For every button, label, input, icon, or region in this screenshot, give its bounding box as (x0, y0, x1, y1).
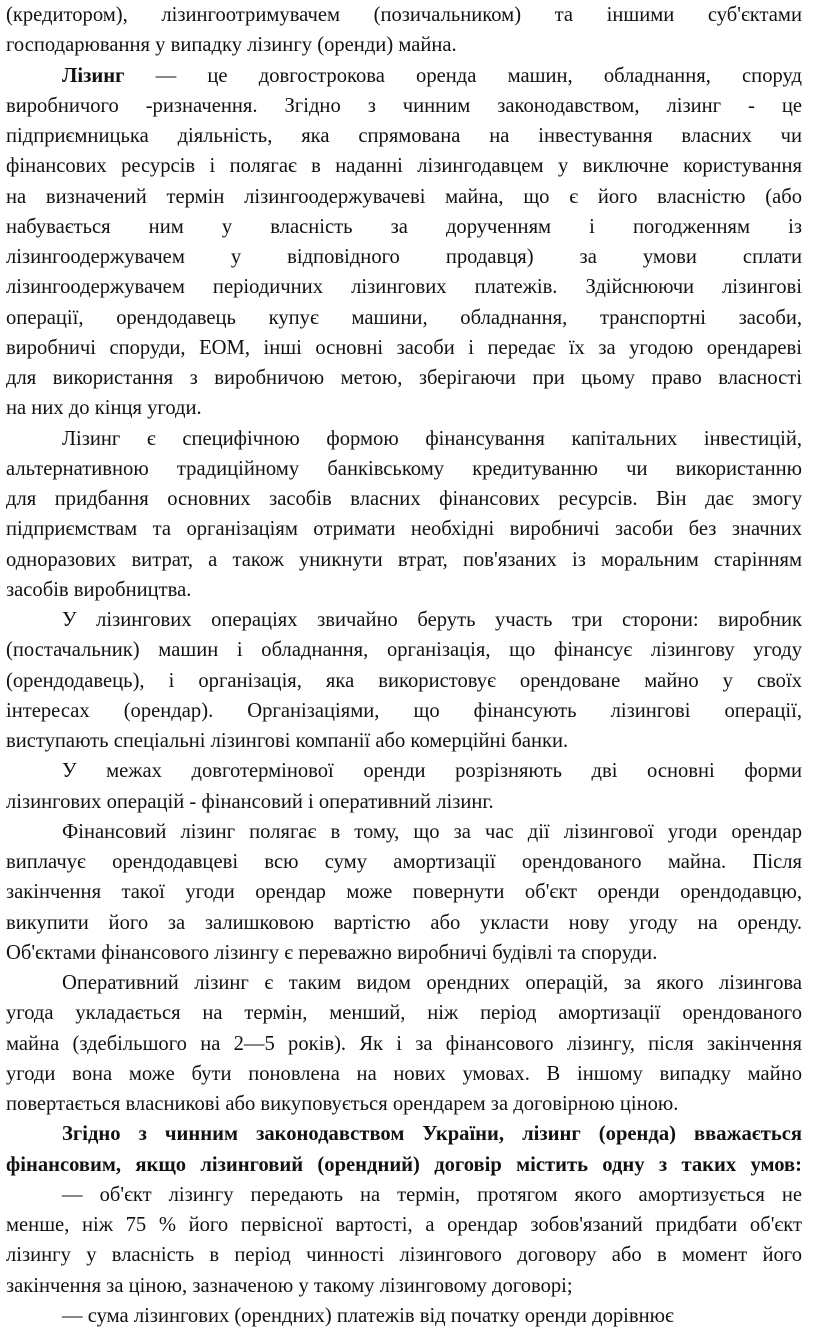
text-line: майна (здебільшого на 2—5 років). Як і за фінансового лізингу, після закінчення (6, 1032, 802, 1055)
text-line: підприємницька діяльність, яка спрямована на інвестування власних чи (6, 125, 802, 147)
text-line: викупити його за залишковою вартістю або укласти нову угоду на оренду. (6, 911, 802, 934)
text-line: лізингу у власність в період чинності лізингового договору або в момент його (6, 1244, 802, 1267)
definition-text: — це довгострокова оренда машин, обладнання, споруд (124, 64, 802, 87)
definition-line (6, 61, 802, 91)
text-line: повертається власникові або викуповується орендарем за договірною ціною. (6, 1093, 679, 1115)
text-line: одноразових витрат, а також уникнути втрат, пов'язаних із моральним старінням (6, 548, 802, 571)
text-line: лізингоодержувачем періодичних лізингових платежів. Здійснюючи лізингові (6, 276, 802, 299)
text-line: (орендодавець), і організація, яка використовує орендоване майно у своїх (6, 669, 802, 692)
list-item-line: — сума лізингових (орендних) платежів від початку оренди дорівнює (62, 1304, 674, 1327)
text-line: інтересах (орендар). Організаціями, що фінансують лізингові операції, (6, 699, 802, 722)
text-line: виплачує орендодавцеві всю суму амортизації орендованого майна. Після (6, 851, 802, 873)
text-line: виробничі споруди, ЕОМ, інші основні засоби і передає їх за угодою орендареві (6, 336, 802, 359)
text-line: альтернативною традиційному банківському кредитуванню чи використанню (6, 457, 802, 480)
text-line: (постачальник) машин і обладнання, організація, що фінансує лізингову угоду (6, 639, 802, 662)
text-line: угода укладається на термін, менший, ніж період амортизації орендованого (6, 1002, 802, 1025)
text-line: угоди вона може бути поновлена на нових умовах. В іншому випадку майно (6, 1062, 802, 1085)
term-lizynh: Лізинг (62, 64, 125, 87)
text-line: У межах довготермінової оренди розрізняють дві основні форми (62, 760, 802, 783)
text-line: фінансових ресурсів і полягає в наданні лізингодавцем у виключне користування (6, 155, 802, 178)
text-line: Лізинг є специфічною формою фінансування капітальних інвестицій, (62, 427, 802, 450)
text-line: У лізингових операціях звичайно беруть участь три сторони: виробник (62, 609, 802, 631)
text-line: засобів виробництва. (6, 578, 192, 601)
text-line: лізингових операцій - фінансовий і оперативний лізинг. (6, 790, 494, 813)
bold-heading-line: Згідно з чинним законодавством України, лізинг (оренда) вважається (62, 1123, 802, 1146)
text-line: Оперативний лізинг є таким видом орендних операцій, за якого лізингова (62, 972, 802, 994)
text-line: закінчення за ціною, зазначеною у такому лізинговому договорі; (6, 1274, 573, 1297)
text-line: підприємствам та організаціям отримати необхідні виробничі засоби без значних (6, 518, 802, 541)
text-line: закінчення такої угоди орендар може повернути об'єкт оренди орендодавцю, (6, 881, 802, 904)
text-line: на визначений термін лізингоодержувачеві майна, що є його власністю (або (6, 185, 802, 208)
text-line: (кредитором), лізингоотримувачем (позичальником) та іншими суб'єктами (6, 4, 802, 26)
text-line: для використання з виробничою метою, зберігаючи при цьому право власності (6, 367, 802, 389)
text-line: для придбання основних засобів власних фінансових ресурсів. Він дає змогу (6, 488, 802, 510)
text-line: Об'єктами фінансового лізингу є переважно виробничі будівлі та споруди. (6, 941, 658, 964)
list-item-line: — об'єкт лізингу передають на термін, протягом якого амортизується не (62, 1183, 802, 1206)
text-line: виробничого -ризначення. Згідно з чинним законодавством, лізинг - це (6, 94, 802, 117)
text-line: менше, ніж 75 % його первісної вартості, а орендар зобов'язаний придбати об'єкт (6, 1214, 802, 1236)
text-line: Фінансовий лізинг полягає в тому, що за час дії лізингової угоди орендар (62, 820, 802, 843)
text-line: операції, орендодавець купує машини, обладнання, транспортні засоби, (6, 306, 802, 329)
text-line: на них до кінця угоди. (6, 397, 202, 420)
text-line: виступають спеціальні лізингові компанії або комерційні банки. (6, 730, 569, 752)
bold-heading-line: фінансовим, якщо лізинговий (орендний) договір містить одну з таких умов: (6, 1153, 802, 1176)
text-line: лізингоодержувачем у відповідного продавця) за умови сплати (6, 246, 802, 268)
text-line: господарювання у випадку лізингу (оренди) майна. (6, 34, 457, 57)
text-line: набувається ним у власність за дорученням і погодженням із (6, 215, 802, 238)
